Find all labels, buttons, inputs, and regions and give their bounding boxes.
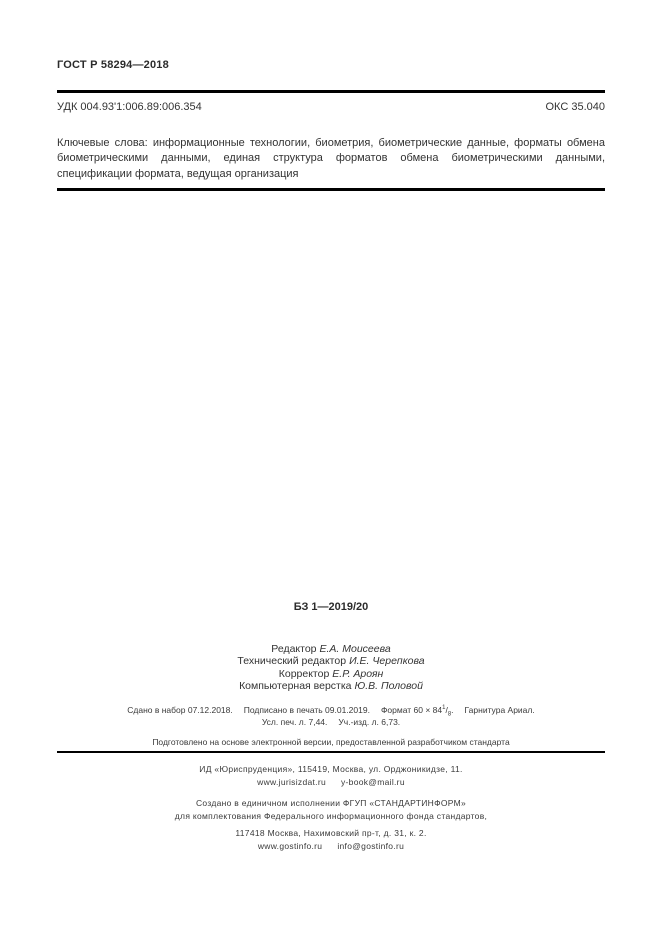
print-sheets: Усл. печ. л. 7,44. [261,717,328,727]
editor-role: Компьютерная верстка [239,680,352,692]
publisher-email-1: y-book@mail.ru [341,776,405,787]
publisher-contacts-2 [57,840,605,853]
editor-line [57,643,605,656]
publisher-block [57,763,605,853]
keywords-paragraph: Ключевые слова: информационные технологии, биометрия, биометрические данные, форматы обмена биометрическими данными, единая структура форматов обмена биометрическими данными, спецификации формата, ведущая организация [57,136,605,180]
imprint-line-2 [57,716,605,729]
editor-name: Е.Р. Ароян [332,667,384,680]
publisher-website-2: www.gostinfo.ru [257,840,323,851]
editor-role: Корректор [278,667,330,680]
editor-line [57,655,605,668]
publisher-website-1: www.jurisizdat.ru [257,776,326,787]
print-date: Подписано в печать 09.01.2019. [243,704,370,715]
horizontal-rule-publisher [57,751,605,753]
editors-block [57,643,605,693]
format-prefix: Формат 60 × 84 [380,704,443,715]
oks-code: ОКС 35.040 [545,100,605,113]
created-block [57,797,605,823]
horizontal-rule-keywords [57,188,605,191]
udk-code: УДК 004.93'1:006.89:006.354 [57,100,202,113]
format-fraction-numerator: 1 [442,704,446,711]
format-spec [380,704,454,718]
created-line-2: для комплектования Федерального информационного фонда стандартов, [174,810,488,821]
editor-name: Е.А. Моисеева [319,642,391,655]
publisher-email-2: info@gostinfo.ru [337,840,405,851]
classification-row [57,101,605,113]
imprint-block [57,704,605,729]
format-dot: . [451,704,454,715]
format-fraction-slash: / [445,704,448,715]
editor-role: Технический редактор [237,655,347,667]
created-line-1: Создано в единичном исполнении ФГУП «СТАНДАРТИНФОРМ» [195,797,467,808]
format-fraction-denominator: 8 [447,711,452,718]
publisher-address-1: ИД «Юриспруденция», 115419, Москва, ул. Орджоникидзе, 11. [199,763,463,774]
editor-name: Ю.В. Половой [354,680,423,692]
bz-code: БЗ 1—2019/20 [293,600,369,613]
editor-line [57,680,605,693]
typeface: Гарнитура Ариал. [464,704,535,715]
set-date: Сдано в набор 07.12.2018. [127,704,233,715]
doc-number: ГОСТ Р 58294—2018 [57,59,169,71]
editor-line [57,668,605,681]
editor-role: Редактор [271,642,317,655]
publisher-contacts-1 [57,776,605,789]
pub-sheets: Уч.-изд. л. 6,73. [338,717,401,727]
imprint-line-1 [57,704,605,717]
horizontal-rule-top [57,90,605,93]
prepared-note: Подготовлено на основе электронной версии, предоставленной разработчиком стандарта [152,736,510,747]
editor-name: И.Е. Черепкова [349,655,425,667]
publisher-address-2: 117418 Москва, Нахимовский пр-т, д. 31, к. 2. [235,827,427,838]
